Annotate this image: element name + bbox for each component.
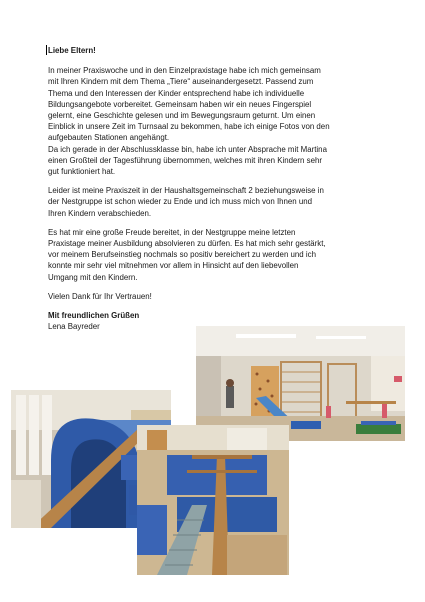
paragraph-line: Vielen Dank für Ihr Vertrauen! bbox=[48, 291, 152, 301]
paragraph bbox=[48, 185, 378, 219]
paragraph-line: konnte mir sehr viel mitnehmen vor allem in Hinsicht auf den liebevollen bbox=[48, 261, 299, 271]
letter-body bbox=[48, 45, 378, 332]
paragraph bbox=[48, 291, 378, 302]
text-cursor bbox=[46, 45, 47, 55]
paragraphs bbox=[48, 65, 378, 302]
paragraph-line: Praxistage meiner Ausbildung absolvieren zu dürfen. Es hat mich sehr gestärkt, bbox=[48, 239, 326, 249]
greeting-text: Liebe Eltern! bbox=[48, 46, 96, 55]
paragraph-line: einen Großteil der Tagesführung übernommen, welches mit ihren Kindern sehr bbox=[48, 155, 322, 165]
paragraph-line: Es hat mir eine große Freude bereitet, in der Nestgruppe meine letzten bbox=[48, 227, 296, 237]
paragraph-line: aufgebauten Stationen angehängt. bbox=[48, 133, 170, 143]
paragraph-line: mit Ihren Kindern mit dem Thema „Tiere“ auseinandergesetzt. Passend zum bbox=[48, 77, 314, 87]
paragraph-line: gelernt, eine Geschichte gelesen und im Bewegungsraum geturnt. Um einen bbox=[48, 111, 316, 121]
paragraph-line: der Nestgruppe ist schon wieder zu Ende und ich muss mich von Ihnen und bbox=[48, 197, 313, 207]
paragraph-line: Leider ist meine Praxiszeit in der Haushaltsgemeinschaft 2 beziehungsweise in bbox=[48, 186, 324, 196]
paragraph-line: Umgang mit den Kindern. bbox=[48, 272, 138, 282]
greeting bbox=[48, 45, 378, 56]
paragraph-line: Bildungsangebote vorbereitet. Gemeinsam haben wir ein neues Fingerspiel bbox=[48, 99, 312, 109]
paragraph-line: Da ich gerade in der Abschlussklasse bin, habe ich unter Absprache mit Martina bbox=[48, 144, 327, 154]
signature: Lena Bayreder bbox=[48, 322, 100, 332]
paragraph-line: In meiner Praxiswoche und in den Einzelpraxistage habe ich mich gemeinsam bbox=[48, 66, 321, 76]
paragraph bbox=[48, 65, 378, 177]
closing: Mit freundlichen Grüßen bbox=[48, 311, 140, 321]
paragraph-line: Einblick in unsere Zeit im Turnsaal zu bekommen, habe ich einige Fotos von den bbox=[48, 122, 330, 132]
gym-hall-photo bbox=[196, 326, 405, 441]
paragraph bbox=[48, 227, 378, 283]
paragraph-line: Ihren Kindern verabschieden. bbox=[48, 208, 152, 218]
paragraph-line: gut funktioniert hat. bbox=[48, 167, 116, 177]
paragraph-line: Thema und den Interessen der Kinder entsprechend habe ich individuelle bbox=[48, 88, 305, 98]
paragraph-line: vor meinem Berufseinstieg nochmals so positiv bereichert zu werden und ich bbox=[48, 250, 316, 260]
benches-photo bbox=[137, 425, 289, 575]
